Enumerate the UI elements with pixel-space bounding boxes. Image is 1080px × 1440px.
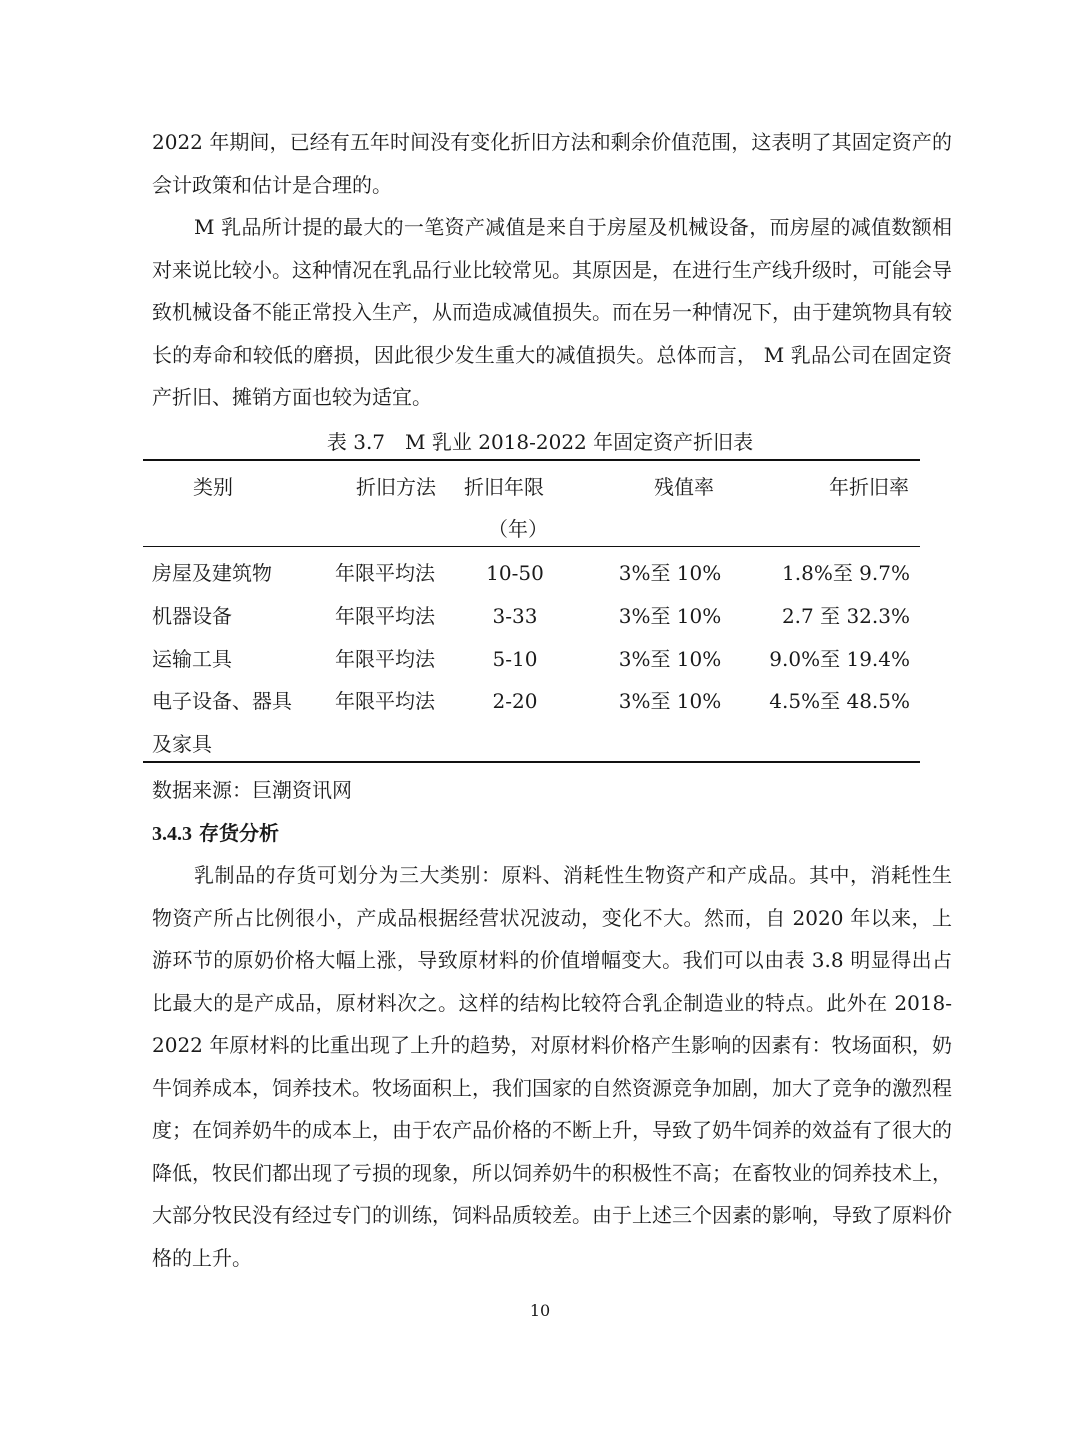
row-residual: 3%至 10% — [618, 604, 722, 628]
row-method: 年限平均法 — [335, 604, 435, 628]
row-life: 5-10 — [492, 647, 538, 671]
row-rate: 9.0%至 19.4% — [769, 647, 910, 671]
section-number: 3.4.3 — [152, 823, 192, 845]
header-residual: 残值率 — [654, 475, 714, 499]
row-rate: 2.7 至 32.3% — [781, 604, 910, 628]
row-life: 2-20 — [492, 689, 538, 713]
row-rate: 1.8%至 9.7% — [782, 561, 910, 585]
page-number: 10 — [529, 1301, 551, 1320]
table-top-rule — [143, 459, 920, 461]
row-method: 年限平均法 — [335, 647, 435, 671]
header-type: 类别 — [193, 475, 233, 499]
row-method: 年限平均法 — [335, 689, 435, 713]
row-type: 房屋及建筑物 — [152, 561, 272, 585]
row-type-continued: 及家具 — [152, 732, 212, 756]
header-life: 折旧年限 — [464, 475, 544, 499]
section-title: 存货分析 — [198, 821, 279, 845]
header-life-unit: （年） — [488, 517, 548, 541]
row-life: 3-33 — [492, 604, 538, 628]
row-life: 10-50 — [486, 561, 544, 585]
row-type: 运输工具 — [152, 647, 232, 671]
table-bottom-rule — [143, 761, 920, 763]
table-header-rule — [143, 546, 920, 547]
table-caption: 表 3.7 M 乳业 2018-2022 年固定资产折旧表 — [326, 430, 754, 454]
row-residual: 3%至 10% — [618, 689, 722, 713]
paragraph-continuation: 2022 年期间，已经有五年时间没有变化折旧方法和剩余价值范围，这表明了其固定资产的会计政策和估计是合理的。 — [152, 130, 952, 197]
header-rate: 年折旧率 — [829, 475, 909, 499]
data-source-note: 数据来源：巨潮资讯网 — [152, 778, 352, 802]
section-heading — [152, 818, 279, 849]
paragraph-impairment: M 乳品所计提的最大的一笔资产减值是来自于房屋及机械设备，而房屋的减值数额相对来说比较小。这种情况在乳品行业比较常见。其原因是，在进行生产线升级时，可能会导致机械设备不能正常投入生产，从而造成减值损失。而在另一种情况下，由于建筑物具有较长的寿命和较低的磨损，因此很少发生重大的减值损失。总体而言， M 乳品公司在固定资产折旧、摊销方面也较为适宜。 — [152, 215, 952, 409]
row-type: 机器设备 — [152, 604, 232, 628]
row-rate: 4.5%至 48.5% — [769, 689, 910, 713]
row-residual: 3%至 10% — [618, 647, 722, 671]
row-method: 年限平均法 — [335, 561, 435, 585]
paragraph-inventory: 乳制品的存货可划分为三大类别：原料、消耗性生物资产和产成品。其中，消耗性生物资产所占比例很小，产成品根据经营状况波动，变化不大。然而，自 2020 年以来，上游环节的原奶价格大幅上涨，导致原材料的价值增幅变大。我们可以由表 3.8 明显得出占比最大的是产成品，原材料次之。这样的结构比较符合乳企制造业的特点。此外在 2018-2022 年原材料的比重出现了上升的趋势，对原材料价格产生影响的因素有：牧场面积，奶牛饲养成本，饲养技术。牧场面积上，我们国家的自然资源竞争加剧，加大了竞争的激烈程度；在饲养奶牛的成本上，由于农产品价格的不断上升，导致了奶牛饲养的效益有了很大的降低，牧民们都出现了亏损的现象，所以饲养奶牛的积极性不高；在畜牧业的饲养技术上，大部分牧民没有经过专门的训练，饲料品质较差。由于上述三个因素的影响，导致了原料价格的上升。 — [152, 863, 952, 1270]
row-residual: 3%至 10% — [618, 561, 722, 585]
row-type: 电子设备、器具 — [152, 689, 292, 713]
header-method: 折旧方法 — [356, 475, 436, 499]
